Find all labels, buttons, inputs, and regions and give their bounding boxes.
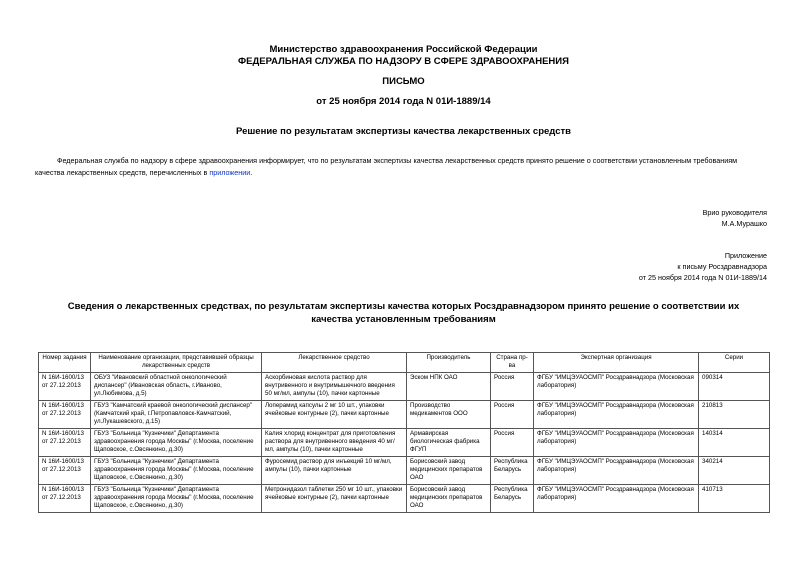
document-date: от 25 ноября 2014 года N 01И-1889/14 (316, 96, 491, 107)
table-cell: Производство медикаментов ООО (407, 401, 491, 429)
table-cell: N 16И-1600/13 от 27.12.2013 (39, 373, 91, 401)
paragraph-text: Федеральная служба по надзору в сфере здравоохранения информирует, что по результатам экспертизы качества лекарственных средств принято решение о соответствии установленным требованиям качества лекарственных средств, перечисленных в (35, 156, 738, 177)
table-cell: Республика Беларусь (491, 485, 534, 513)
table-cell: Армавирская биологическая фабрика ФГУП (407, 429, 491, 457)
column-header: Номер задания (39, 353, 91, 373)
table-cell: ОБУЗ "Ивановский областной онкологический диспансер" (Ивановская область, г.Иваново, ул.Любимова, д.5) (91, 373, 262, 401)
table-cell: Россия (491, 429, 534, 457)
table-cell: ГБУЗ "Больница "Кузнечики" Департамента здравоохранения города Москвы" (г.Москва, поселение Щаповское, с.Овсянкино, д.30) (91, 457, 262, 485)
table-cell: Фуросемид раствор для инъекций 10 мг/мл, ампулы (10), пачки картонные (262, 457, 407, 485)
table-cell: ГБУЗ "Больница "Кузнечики" Департамента здравоохранения города Москвы" (г.Москва, поселение Щаповское, с.Овсянкино, д.30) (91, 429, 262, 457)
column-header: Производитель (407, 353, 491, 373)
signatory-name: М.А.Мурашко (721, 219, 767, 228)
table-cell: N 16И-1600/13 от 27.12.2013 (39, 401, 91, 429)
appendix-title: Приложение (724, 251, 767, 260)
table-cell: Россия (491, 401, 534, 429)
table-cell: N 16И-1600/13 от 27.12.2013 (39, 457, 91, 485)
column-header: Экспертная организация (534, 353, 699, 373)
table-cell: 090314 (699, 373, 770, 401)
table-cell: N 16И-1600/13 от 27.12.2013 (39, 485, 91, 513)
table-cell: Борисовский завод медицинских препаратов ОАО (407, 485, 491, 513)
table-cell: Лоперамид капсулы 2 мг 10 шт., упаковки ячейковые контурные (2), пачки картонные (262, 401, 407, 429)
appendix-header (639, 250, 767, 283)
table-cell: ФГБУ "ИМЦЭУАОСМП" Росздравнадзора (Московская лаборатория) (534, 373, 699, 401)
table-row (39, 429, 770, 457)
column-header: Серии (699, 353, 770, 373)
table-cell: ГБУЗ "Камчатский краевой онкологический диспансер" (Камчатский край, г.Петропавловск-Камчатский, ул.Лукашевского, д.15) (91, 401, 262, 429)
table-cell: ФГБУ "ИМЦЭУАОСМП" Росздравнадзора (Московская лаборатория) (534, 429, 699, 457)
column-header: Лекарственное средство (262, 353, 407, 373)
signatory-position: Врио руководителя (702, 208, 767, 217)
table-header-row (39, 353, 770, 373)
table-row (39, 457, 770, 485)
table-cell: ФГБУ "ИМЦЭУАОСМП" Росздравнадзора (Московская лаборатория) (534, 401, 699, 429)
table-cell: Калия хлорид концентрат для приготовления раствора для внутривенного введения 40 мг/мл, ампулы (10), пачки картонные (262, 429, 407, 457)
signature-block (703, 207, 767, 229)
table-cell: Метронидазол таблетки 250 мг 10 шт., упаковки ячейковые контурные (2), пачки картонные (262, 485, 407, 513)
document-type: ПИСЬМО (382, 76, 425, 87)
table-cell: Россия (491, 373, 534, 401)
table-cell: Борисовский завод медицинских препаратов ОАО (407, 457, 491, 485)
table-cell: 210813 (699, 401, 770, 429)
appendix-link[interactable]: приложении (209, 168, 251, 177)
letter-header (0, 44, 807, 68)
table-cell: Республика Беларусь (491, 457, 534, 485)
table-title: Сведения о лекарственных средствах, по результатам экспертизы качества которых Росздравнадзором принято решение о соответствии их качества установленным требованиям (67, 301, 740, 325)
table-cell: 410713 (699, 485, 770, 513)
table-cell: 140314 (699, 429, 770, 457)
column-header: Страна пр-ва (491, 353, 534, 373)
document-subject: Решение по результатам экспертизы качества лекарственных средств (236, 126, 571, 137)
table-cell: 340214 (699, 457, 770, 485)
table-cell: ФГБУ "ИМЦЭУАОСМП" Росздравнадзора (Московская лаборатория) (534, 457, 699, 485)
table-cell: ФГБУ "ИМЦЭУАОСМП" Росздравнадзора (Московская лаборатория) (534, 485, 699, 513)
body-paragraph (35, 155, 767, 179)
appendix-date: от 25 ноября 2014 года N 01И-1889/14 (638, 273, 767, 282)
table-row (39, 401, 770, 429)
appendix-ref: к письму Росздравнадзора (677, 262, 767, 271)
table-cell: Эском НПК ОАО (407, 373, 491, 401)
table-row (39, 485, 770, 513)
medicines-table (38, 352, 770, 513)
service-name: ФЕДЕРАЛЬНАЯ СЛУЖБА ПО НАДЗОРУ В СФЕРЕ ЗДРАВООХРАНЕНИЯ (238, 56, 569, 67)
paragraph-end: . (250, 168, 253, 177)
table-cell: N 16И-1600/13 от 27.12.2013 (39, 429, 91, 457)
table-cell: ГБУЗ "Больница "Кузнечики" Департамента здравоохранения города Москвы" (г.Москва, поселение Щаповское, с.Овсянкино, д.30) (91, 485, 262, 513)
ministry-name: Министерство здравоохранения Российской Федерации (269, 44, 538, 55)
column-header: Наименование организации, представившей образцы лекарственных средств (91, 353, 262, 373)
table-row (39, 373, 770, 401)
table-cell: Аскорбиновая кислота раствор для внутривенного и внутримышечного введения 50 мг/мл, ампулы (10), пачки картонные (262, 373, 407, 401)
